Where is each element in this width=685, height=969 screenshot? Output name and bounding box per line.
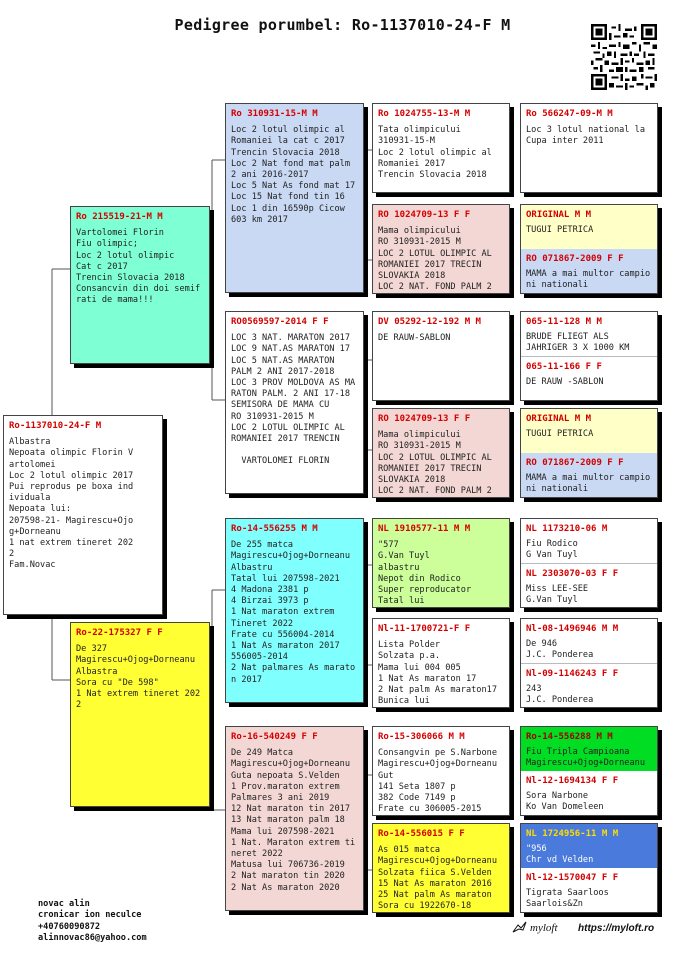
- dss4-b: [521, 564, 657, 608]
- ddd4-card: [520, 823, 658, 913]
- sdd4-b: [521, 453, 657, 498]
- ddd-id: Ro-14-556015 F F: [378, 829, 465, 839]
- sds-id: DV 05292-12-192 M M: [378, 317, 481, 327]
- sd-text: LOC 3 NAT. MARATON 2017 LOC 9 NAT.AS MARATON 17 LOC 5 NAT.AS MARATON PALM 2 ANI 2017-2018 LOC 3 PROV MOLDOVA AS MA RATON PALM. 2 ANI 17-18 SEMISORA DE MAMA CU RO 310931-2015 M LOC 2 LOTUL OLIMPIC AL ROMANIEI 2017 TRENCIN VARTOLOMEI FLORIN: [231, 333, 356, 467]
- sssd-a: [521, 205, 657, 249]
- ssd-text: Mama olimpicului RO 310931-2015 M LOC 2 LOTUL OLIMPIC AL ROMANIEI 2017 TRECIN SLOVAKIA 2018 LOC 2 NAT. FOND PALM 2: [378, 226, 492, 293]
- dam-id: Ro-22-175327 F F: [76, 628, 163, 638]
- sdd-id: RO 1024709-13 F F: [378, 414, 471, 424]
- sds-text: DE RAUW-SABLON: [378, 333, 451, 344]
- sssd-b-id: RO 071867-2009 F F: [526, 254, 624, 264]
- sss-text: Tata olimpicului 310931-15-M Loc 2 lotul olimpic al Romaniei 2017 Trencin Slovacia 2018: [378, 125, 492, 181]
- sss-card: [372, 103, 510, 193]
- ddd4-a-text: "956 Chr vd Velden: [526, 844, 594, 866]
- dds4-a-id: Ro-14-556288 M M: [526, 732, 613, 742]
- owner-signature: novac alin cronicar ion neculce +40760090872 alinnovac86@yahoo.com: [38, 899, 147, 943]
- dsd4-b-text: 243 J.C. Ponderea: [526, 684, 594, 706]
- sdd4-a-text: TUGUI PETRICA: [526, 429, 594, 440]
- dss4-a-text: Fiu Rodico G Van Tuyl: [526, 539, 578, 561]
- dsd4-a-text: De 946 J.C. Ponderea: [526, 639, 594, 661]
- ss-text: Loc 2 lotul olimpic al Romaniei la cat c 2017 Trencin Slovacia 2018 Loc 2 Nat fond mat palm 2 ani 2016-2017 Loc 5 Nat As fond mat 17 Loc 15 Nat fond tin 16 Loc 1 din 16590p Cicow 603 km 2017: [231, 125, 356, 225]
- sdd-text: Mama olimpicului RO 310931-2015 M LOC 2 LOTUL OLIMPIC AL ROMANIEI 2017 TRECIN SLOVAKIA 2018 LOC 2 NAT. FOND PALM 2: [378, 430, 492, 497]
- dsd4-a: [521, 619, 657, 664]
- sd-id: RO0569597-2014 F F: [231, 317, 329, 327]
- sds4-b-text: DE RAUW -SABLON: [526, 377, 604, 388]
- ssss-id: Ro 566247-09-M M: [526, 109, 613, 119]
- ddd4-b: [521, 868, 657, 913]
- sssd-b-text: MAMA a mai multor campio ni nationali: [526, 269, 651, 291]
- dds4-b: [521, 771, 657, 816]
- ddd-card: [372, 823, 510, 913]
- subject-id: Ro-1137010-24-F M: [9, 421, 102, 431]
- sds4-a-id: 065-11-128 M M: [526, 317, 602, 327]
- sds-card: [372, 311, 510, 401]
- dsd-id: Nl-11-1700721-F F: [378, 624, 471, 634]
- dss4-b-id: NL 2303070-03 F F: [526, 569, 619, 579]
- dds4-a-text: Fiu Tripla Campioana Magirescu+Ojog+Dorneanu: [526, 747, 645, 769]
- sds4-card: [520, 311, 658, 401]
- sdd4-a-id: ORIGINAL M M: [526, 414, 592, 424]
- ssss-card: [520, 103, 658, 193]
- sssd-card: [520, 204, 658, 294]
- sssd-a-text: TUGUI PETRICA: [526, 225, 594, 236]
- dds-id: Ro-15-306066 M M: [378, 732, 465, 742]
- ss-card: [225, 103, 364, 293]
- dss4-card: [520, 518, 658, 608]
- sds4-a: [521, 312, 657, 357]
- ddd4-b-id: Nl-12-1570047 F F: [526, 873, 619, 883]
- ds-id: Ro-14-556255 M M: [231, 524, 318, 534]
- ds-card: [225, 518, 364, 703]
- sdd4-a: [521, 409, 657, 453]
- myloft-logo: [512, 921, 558, 935]
- subject-card: [3, 415, 163, 615]
- page-title: Pedigree porumbel: Ro-1137010-24-F M: [174, 16, 511, 34]
- dsd-text: Lista Polder Solzata p.a. Mama lui 004 005 1 Nat As maraton 17 2 Nat palm As maraton17 Bunica lui: [378, 640, 497, 707]
- sire-text: Vartolomei Florin Fiu olimpic; Loc 2 lotul olimpic Cat c 2017 Trencin Slovacia 2018 Consancvin din doi semif rati de mama!!!: [76, 228, 201, 306]
- dd-card: [225, 726, 364, 911]
- sssd-b: [521, 249, 657, 294]
- dss-text: "577 G.Van Tuyl albastru Nepot din Rodico Super reproducator Tatal lui: [378, 540, 472, 607]
- sdd4-b-text: MAMA a mai multor campio ni nationali: [526, 473, 651, 495]
- sssd-a-id: ORIGINAL M M: [526, 210, 592, 220]
- sdd-card: [372, 408, 510, 498]
- dd-text: De 249 Matca Magirescu+Ojog+Dorneanu Guta nepoata S.Velden 1 Prov.maraton extrem Palmares 3 ani 2019 12 Nat maraton tin 2017 13 Nat maraton palm 18 Mama lui 207598-2021 1 Nat. Maraton extrem ti neret 2022 Matusa lui 706736-2019 2 Nat maraton tin 2020 2 Nat As maraton 2020: [231, 748, 356, 893]
- sire-card: [70, 206, 210, 364]
- myloft-site-link[interactable]: https://myloft.ro: [578, 923, 655, 934]
- dsd-card: [372, 618, 510, 708]
- ssd-id: RO 1024709-13 F F: [378, 210, 471, 220]
- ddd-text: As 015 matca Magirescu+Ojog+Dorneanu Solzata fiica S.Velden 15 Nat As maraton 2016 25 Nat palm As maraton Sora cu 1922670-18: [378, 845, 497, 912]
- dam-card: [70, 622, 210, 807]
- dds-text: Consangvin pe S.Narbone Magirescu+Ojog+Dorneanu Gut 141 Seta 1807 p 382 Code 7149 p Frate cu 306005-2015: [378, 748, 497, 815]
- dam-text: De 327 Magirescu+Ojog+Dorneanu Albastra Sora cu "De 598" 1 Nat extrem tineret 202 2: [76, 644, 201, 711]
- ddd4-a-id: NL 1724956-11 M M: [526, 829, 619, 839]
- dss-id: NL 1910577-11 M M: [378, 524, 471, 534]
- dds4-b-text: Sora Narbone Ko Van Domeleen: [526, 791, 604, 813]
- sd-card: [225, 311, 364, 494]
- dds4-a: [521, 727, 657, 771]
- ssss-text: Loc 3 lotul national la Cupa inter 2011: [526, 125, 645, 147]
- dss-card: [372, 518, 510, 608]
- sds4-b-id: 065-11-166 F F: [526, 362, 602, 372]
- dsd4-a-id: Nl-08-1496946 M M: [526, 624, 619, 634]
- dss4-a-id: NL 1173210-06 M: [526, 524, 608, 534]
- dds4-b-id: Nl-12-1694134 F F: [526, 776, 619, 786]
- sds4-a-text: BRUDE FLIEGT ALS JAHRIGER 3 X 1000 KM: [526, 332, 630, 354]
- sss-id: Ro 1024755-13-M M: [378, 109, 471, 119]
- sdd4-b-id: RO 071867-2009 F F: [526, 458, 624, 468]
- myloft-logo-text: myloft: [530, 922, 558, 934]
- dsd4-b-id: Nl-09-1146243 F F: [526, 669, 619, 679]
- dds-card: [372, 726, 510, 816]
- sds4-b: [521, 357, 657, 401]
- subject-text: Albastra Nepoata olimpic Florin V artolomei Loc 2 lotul olimpic 2017 Pui reprodus pe boxa ind ividuala Nepoata lui: 207598-21- Magirescu+Ojo g+Dorneanu 1 nat extrem tineret 202 2 Fam.Novac: [9, 437, 134, 571]
- ds-text: De 255 matca Magirescu+Ojog+Dorneanu Albastru Tatal lui 207598-2021 4 Madona 2381 p 4 Birzai 3973 p 1 Nat maraton extrem Tineret 2022 Frate cu 556004-2014 1 Nat As maraton 2017 556005-2014 2 Nat palmares As marato n 2017: [231, 540, 356, 685]
- ddd4-a: [521, 824, 657, 868]
- ss-id: Ro 310931-15-M M: [231, 109, 318, 119]
- pigeon-logo-icon: [512, 921, 528, 935]
- ddd4-b-text: Tigrata Saarloos Saarlois&Zn: [526, 888, 609, 910]
- dsd4-card: [520, 618, 658, 708]
- dss4-b-text: Miss LEE-SEE G.Van Tuyl: [526, 584, 589, 606]
- sdd4-card: [520, 408, 658, 498]
- dds4-card: [520, 726, 658, 816]
- dsd4-b: [521, 664, 657, 708]
- ssd-card: [372, 204, 510, 294]
- dd-id: Ro-16-540249 F F: [231, 732, 318, 742]
- sire-id: Ro 215519-21-M M: [76, 212, 163, 222]
- dss4-a: [521, 519, 657, 564]
